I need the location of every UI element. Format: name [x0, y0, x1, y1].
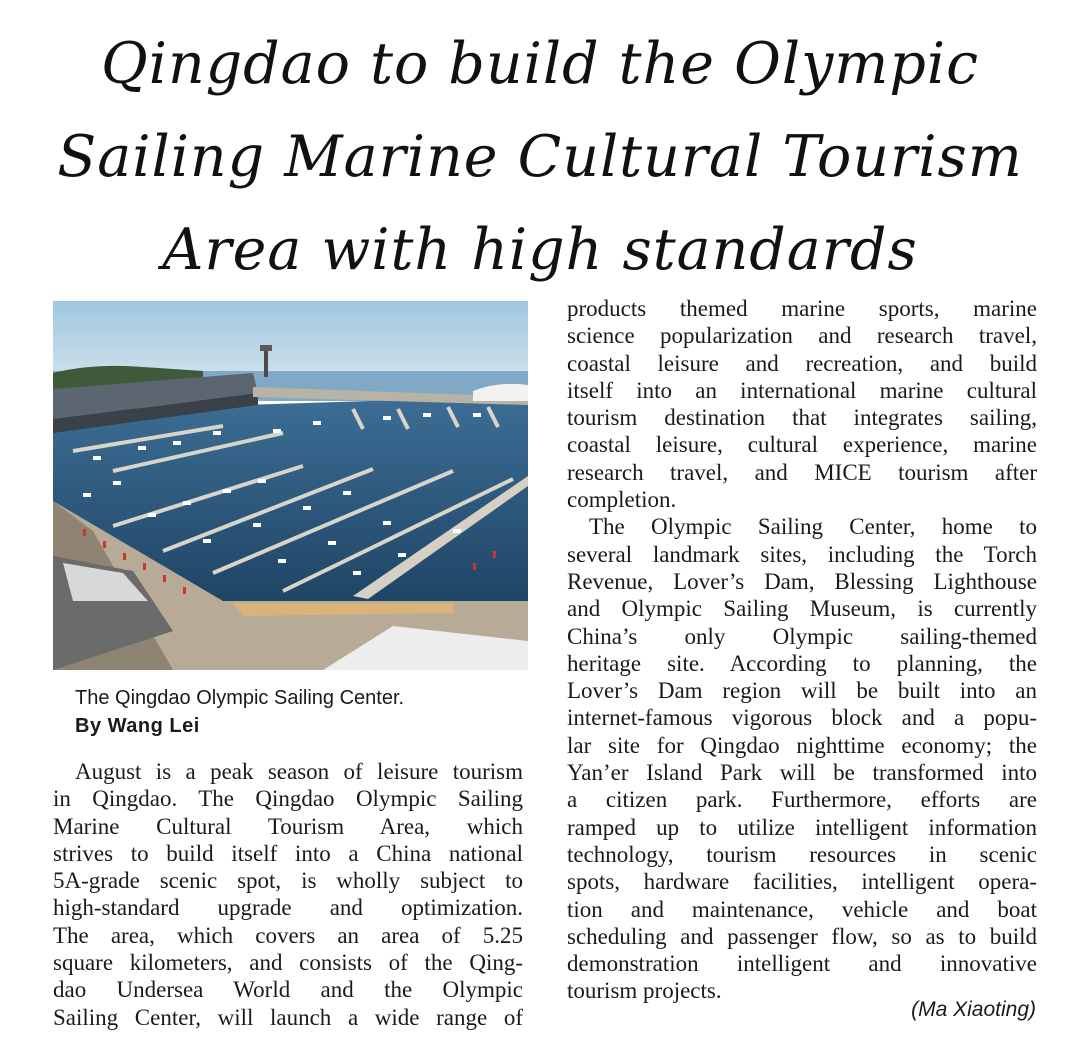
text-line: square kilometers, and consists of the Qing- [53, 950, 523, 976]
text-line: Revenue, Lover’s Dam, Blessing Lighthouse [567, 568, 1037, 594]
text-line: Lover’s Dam region will be built into an [567, 678, 1037, 704]
text-line: coastal leisure, cultural experience, marine [567, 432, 1037, 458]
text-line: The area, which covers an area of 5.25 [53, 922, 523, 948]
text-line: demonstration intelligent and innovative [567, 951, 1037, 977]
text-line: completion. [567, 487, 677, 513]
photo-credit: By Wang Lei [75, 715, 200, 737]
text-line: tourism projects. [567, 978, 722, 1004]
text-line: products themed marine sports, marine [567, 296, 1037, 321]
article-column-left [53, 758, 523, 1031]
text-line: and Olympic Sailing Museum, is currently [567, 596, 1037, 622]
text-line: scheduling and passenger flow, so as to build [567, 923, 1037, 949]
headline-line-2: Sailing Marine Cultural Tourism [57, 124, 1023, 190]
text-line: dao Undersea World and the Olympic [53, 977, 523, 1003]
text-line: The Olympic Sailing Center, home to [589, 514, 1037, 540]
article-column-right [567, 295, 1037, 1005]
text-line: a citizen park. Furthermore, efforts are [567, 787, 1037, 813]
text-line: science popularization and research travel, [567, 323, 1037, 349]
text-line: several landmark sites, including the Torch [567, 541, 1037, 567]
photo-caption [75, 684, 535, 740]
article-byline: (Ma Xiaoting) [911, 998, 1036, 1021]
text-line: technology, tourism resources in scenic [567, 841, 1037, 867]
text-line: itself into an international marine cultural [567, 377, 1037, 403]
text-line: heritage site. According to planning, the [567, 650, 1037, 676]
text-line: 5A-grade scenic spot, is wholly subject to [53, 868, 523, 894]
text-line: strives to build itself into a China national [53, 840, 523, 866]
headline-line-3: Area with high standards [162, 217, 918, 283]
text-line: August is a peak season of leisure tourism [75, 759, 523, 784]
text-line: Sailing Center, will launch a wide range of [53, 1004, 523, 1030]
text-line: research travel, and MICE tourism after [567, 459, 1037, 485]
text-line: spots, hardware facilities, intelligent opera- [567, 869, 1037, 895]
text-line: coastal leisure and recreation, and build [567, 350, 1037, 376]
text-line: high-standard upgrade and optimization. [53, 895, 523, 921]
caption-text: The Qingdao Olympic Sailing Center. [75, 687, 405, 709]
text-line: internet-famous vigorous block and a popu- [567, 705, 1037, 731]
text-line: China’s only Olympic sailing-themed [567, 623, 1037, 649]
text-line: Marine Cultural Tourism Area, which [53, 813, 523, 839]
text-line: tourism destination that integrates sailing, [567, 405, 1037, 431]
headline-line-1: Qingdao to build the Olympic [101, 31, 979, 97]
text-line: in Qingdao. The Qingdao Olympic Sailing [53, 786, 523, 812]
text-line: Yan’er Island Park will be transformed into [567, 760, 1037, 786]
marina-photo [53, 301, 528, 670]
text-line: ramped up to utilize intelligent information [567, 814, 1037, 840]
text-line: lar site for Qingdao nighttime economy; the [567, 732, 1037, 758]
article-headline [20, 18, 1060, 297]
text-line: tion and maintenance, vehicle and boat [567, 896, 1037, 922]
